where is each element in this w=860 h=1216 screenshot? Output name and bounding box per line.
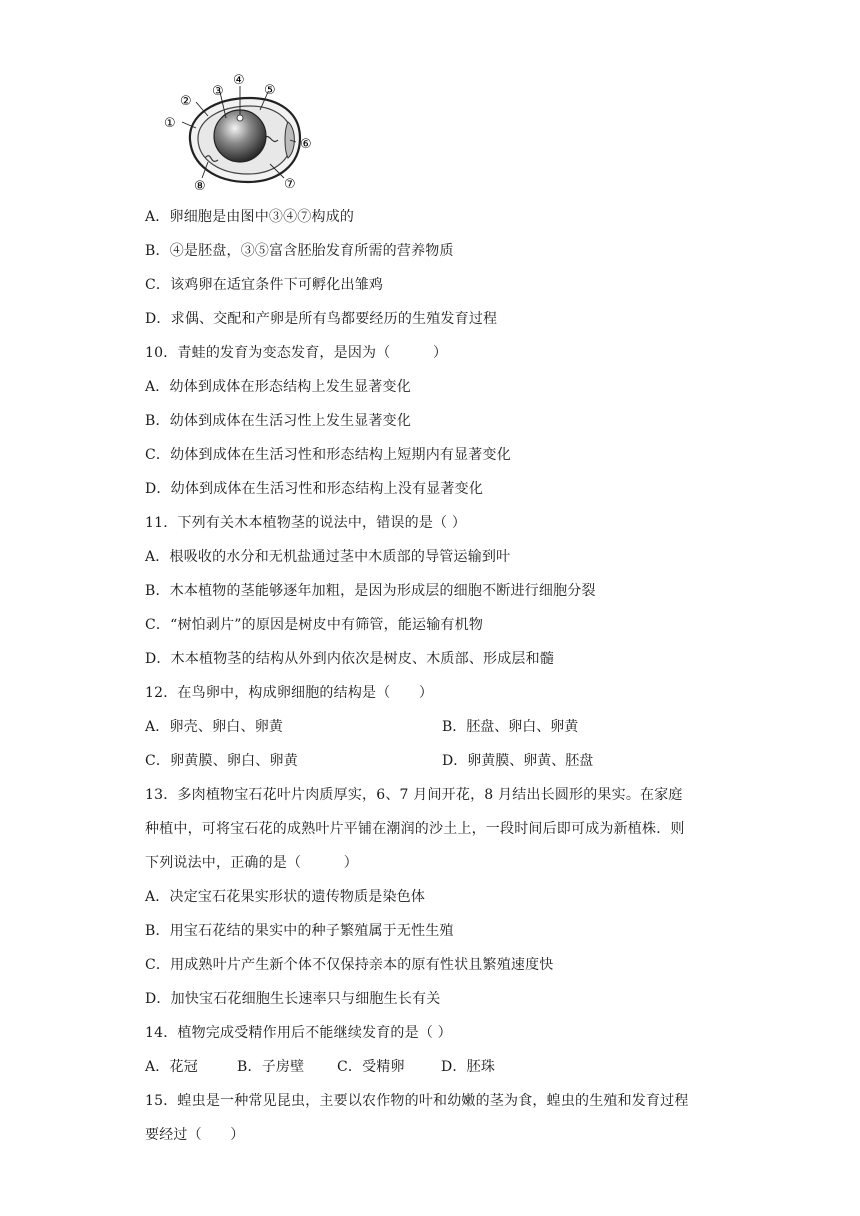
label-3: ③: [212, 84, 224, 99]
q12-option-b: B．胚盘、卵白、卵黄: [442, 719, 579, 735]
label-2: ②: [180, 94, 192, 109]
q15-stem-line-1: 15．蝗虫是一种常见昆虫，主要以农作物的叶和幼嫩的茎为食，蝗虫的生殖和发育过程: [145, 1093, 689, 1109]
q10-option-a: A．幼体到成体在形态结构上发生显著变化: [145, 379, 411, 395]
q13-stem-line-3: 下列说法中，正确的是（ ）: [145, 855, 358, 871]
q15-stem-line-2: 要经过（ ）: [145, 1127, 245, 1143]
q14-option-a: A．花冠: [145, 1059, 198, 1075]
q12-option-d: D．卵黄膜、卵黄、胚盘: [442, 753, 594, 769]
q10-option-b: B．幼体到成体在生活习性上发生显著变化: [145, 413, 412, 429]
q11-option-c: C．“树怕剥片”的原因是树皮中有筛管，能运输有机物: [145, 617, 484, 633]
q13-option-c: C．用成熟叶片产生新个体不仅保持亲本的原有性状且繁殖速度快: [145, 957, 554, 973]
q14-stem: 14．植物完成受精作用后不能继续发育的是（ ）: [145, 1025, 452, 1041]
bird-egg-diagram: [160, 70, 320, 195]
q13-stem-line-1: 13．多肉植物宝石花叶片肉质厚实，6、7 月间开花，8 月结出长圆形的果实。在家庭: [145, 787, 683, 803]
q13-option-b: B．用宝石花结的果实中的种子繁殖属于无性生殖: [145, 923, 454, 939]
label-4: ④: [233, 73, 245, 88]
q13-option-d: D．加快宝石花细胞生长速率只与细胞生长有关: [145, 991, 441, 1007]
q9-option-b: B．④是胚盘，③⑤富含胚胎发育所需的营养物质: [145, 243, 454, 259]
q9-option-a: A．卵细胞是由图中③④⑦构成的: [145, 209, 355, 225]
q12-option-c: C．卵黄膜、卵白、卵黄: [145, 753, 298, 769]
q11-option-b: B．木本植物的茎能够逐年加粗，是因为形成层的细胞不断进行细胞分裂: [145, 583, 596, 599]
q11-stem: 11．下列有关木本植物茎的说法中，错误的是（ ）: [145, 515, 467, 531]
q9-option-d: D．求偶、交配和产卵是所有鸟都要经历的生殖发育过程: [145, 311, 498, 327]
q10-option-d: D．幼体到成体在生活习性和形态结构上没有显著变化: [145, 481, 484, 497]
q10-stem: 10．青蛙的发育为变态发育，是因为（ ）: [145, 345, 448, 361]
q13-option-a: A．决定宝石花果实形状的遗传物质是染色体: [145, 889, 426, 905]
egg-structure-illustration: [160, 70, 320, 195]
q13-stem-line-2: 种植中，可将宝石花的成熟叶片平铺在潮润的沙土上，一段时间后即可成为新植株．则: [145, 821, 685, 837]
q12-stem: 12．在鸟卵中，构成卵细胞的结构是（ ）: [145, 685, 434, 701]
label-8: ⑧: [194, 179, 206, 194]
q10-option-c: C．幼体到成体在生活习性和形态结构上短期内有显著变化: [145, 447, 511, 463]
q11-option-a: A．根吸收的水分和无机盐通过茎中木质部的导管运输到叶: [145, 549, 511, 565]
label-6: ⑥: [300, 137, 312, 152]
q11-option-d: D．木本植物茎的结构从外到内依次是树皮、木质部、形成层和髓: [145, 651, 555, 667]
label-1: ①: [164, 116, 176, 131]
q9-option-c: C．该鸡卵在适宜条件下可孵化出雏鸡: [145, 277, 384, 293]
label-7: ⑦: [284, 177, 296, 192]
q14-options-row: [145, 1058, 585, 1076]
label-5: ⑤: [264, 83, 276, 98]
q14-option-b: B．子房壁: [237, 1059, 305, 1075]
q12-option-a: A．卵壳、卵白、卵黄: [145, 719, 284, 735]
q14-option-c: C．受精卵: [337, 1059, 405, 1075]
q14-option-d: D．胚珠: [441, 1059, 496, 1075]
